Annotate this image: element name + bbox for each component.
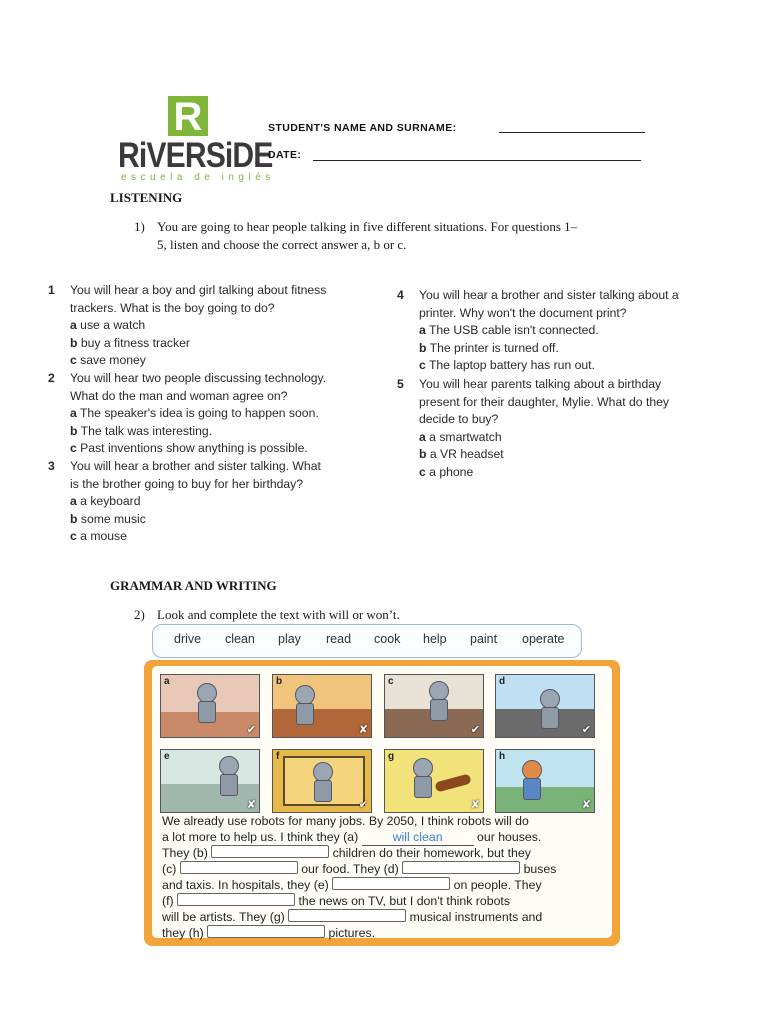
option-b[interactable]: b some music [70,511,146,526]
picture-f: f ✔ [272,749,372,813]
listening-instruction-line: 5, listen and choose the correct answer a, b or c. [157,237,407,252]
picture-c: c ✔ [384,674,484,738]
question-text: You will hear parents talking about a birthday [419,377,662,391]
word-bank-item: paint [470,632,498,646]
cross-icon: ✘ [581,798,591,811]
word-bank-item: clean [225,632,255,646]
question-text: decide to buy? [419,412,499,426]
question-2 [48,370,388,460]
blank-h[interactable] [207,925,325,938]
question-number: 4 [397,288,404,302]
option-c[interactable]: c Past inventions show anything is possible. [70,441,308,455]
gapfill-line: (c) our food. They (d) buses [162,862,557,876]
word-bank-item: cook [374,632,401,646]
option-a[interactable]: a use a watch [70,318,146,332]
word-bank-item: read [326,632,352,646]
check-icon: ✔ [246,723,256,736]
gapfill-line: They (b) children do their homework, but they [162,846,531,860]
question-number: 5 [397,377,404,391]
blank-f[interactable] [177,893,295,906]
gapfill-line: (f) the news on TV, but I don't think robots [162,894,510,908]
question-text: trackers. What is the boy going to do? [70,300,275,315]
option-a[interactable]: a a smartwatch [419,429,502,444]
word-bank [152,624,582,658]
option-c[interactable]: c The laptop battery has run out. [419,358,595,372]
gapfill-line: We already use robots for many jobs. By 2050, I think robots will do [162,814,529,828]
option-a[interactable]: a The speaker's idea is going to happen soon. [70,406,319,420]
option-a[interactable]: a a keyboard [70,494,141,508]
gapfill-line: they (h) pictures. [162,926,376,940]
cross-icon: ✘ [358,723,368,736]
word-bank-item: operate [522,632,565,646]
listening-instruction-number: 1) [134,219,145,234]
option-b[interactable]: b a VR headset [419,447,504,461]
question-number: 1 [48,283,55,297]
picture-a: a ✔ [160,674,260,738]
option-b[interactable]: b The talk was interesting. [70,423,213,438]
question-text: You will hear a brother and sister talking about a [419,288,679,302]
logo-tagline: escuela de inglés [121,172,275,183]
blank-e[interactable] [332,877,450,890]
blank-d[interactable] [402,861,520,874]
picture-d: d ✔ [495,674,595,738]
listening-instruction-line: You are going to hear people talking in five different situations. For questions 1– [157,219,578,234]
gapfill-line: a lot more to help us. I think they (a) will clean our houses. [162,830,542,844]
blank-b[interactable] [211,845,329,858]
question-1 [48,282,388,372]
grammar-heading: GRAMMAR AND WRITING [110,578,277,593]
option-c[interactable]: c a phone [419,464,474,479]
question-4 [397,287,737,377]
cross-icon: ✘ [470,798,480,811]
blank-c[interactable] [180,861,298,874]
gapfill-line: will be artists. They (g) musical instruments and [162,910,543,924]
date-line[interactable] [313,159,641,161]
question-text: You will hear two people discussing technology. [70,371,327,385]
listening-heading: LISTENING [110,190,183,205]
picture-b: b ✘ [272,674,372,738]
grammar-instruction-number: 2) [134,607,145,622]
check-icon: ✔ [358,798,368,811]
grammar-instruction: Look and complete the text with will or won’t. [157,607,400,622]
logo-name: RiVERSiDE [118,136,273,175]
question-text: You will hear a brother and sister talking. What [70,459,321,473]
picture-g: g ✘ [384,749,484,813]
question-text: printer. Why won't the document print? [419,305,627,320]
word-bank-item: drive [174,632,202,646]
option-c[interactable]: c a mouse [70,529,127,543]
example-answer: will clean [362,829,474,846]
blank-g[interactable] [288,909,406,922]
question-text: present for their daughter, Mylie. What do they [419,394,669,409]
option-a[interactable]: a The USB cable isn't connected. [419,323,599,337]
student-name-label: STUDENT'S NAME AND SURNAME: [268,122,457,134]
cross-icon: ✘ [246,798,256,811]
option-b[interactable]: b buy a fitness tracker [70,335,190,350]
question-number: 3 [48,459,55,473]
date-label: DATE: [268,149,302,161]
option-b[interactable]: b The printer is turned off. [419,340,559,355]
word-bank-item: play [278,632,301,646]
question-text: What do the man and woman agree on? [70,388,288,403]
question-5 [397,376,737,484]
word-bank-item: help [423,632,447,646]
logo-mark: R [168,96,208,136]
check-icon: ✔ [581,723,591,736]
question-text: You will hear a boy and girl talking about fitness [70,283,327,297]
question-text: is the brother going to buy for her birthday? [70,476,304,491]
gapfill-line: and taxis. In hospitals, they (e) on people. They [162,878,542,892]
check-icon: ✔ [470,723,480,736]
question-3 [48,458,388,548]
student-name-line[interactable] [499,131,645,133]
option-c[interactable]: c save money [70,353,146,367]
picture-h: h ✘ [495,749,595,813]
question-number: 2 [48,371,55,385]
picture-e: e ✘ [160,749,260,813]
